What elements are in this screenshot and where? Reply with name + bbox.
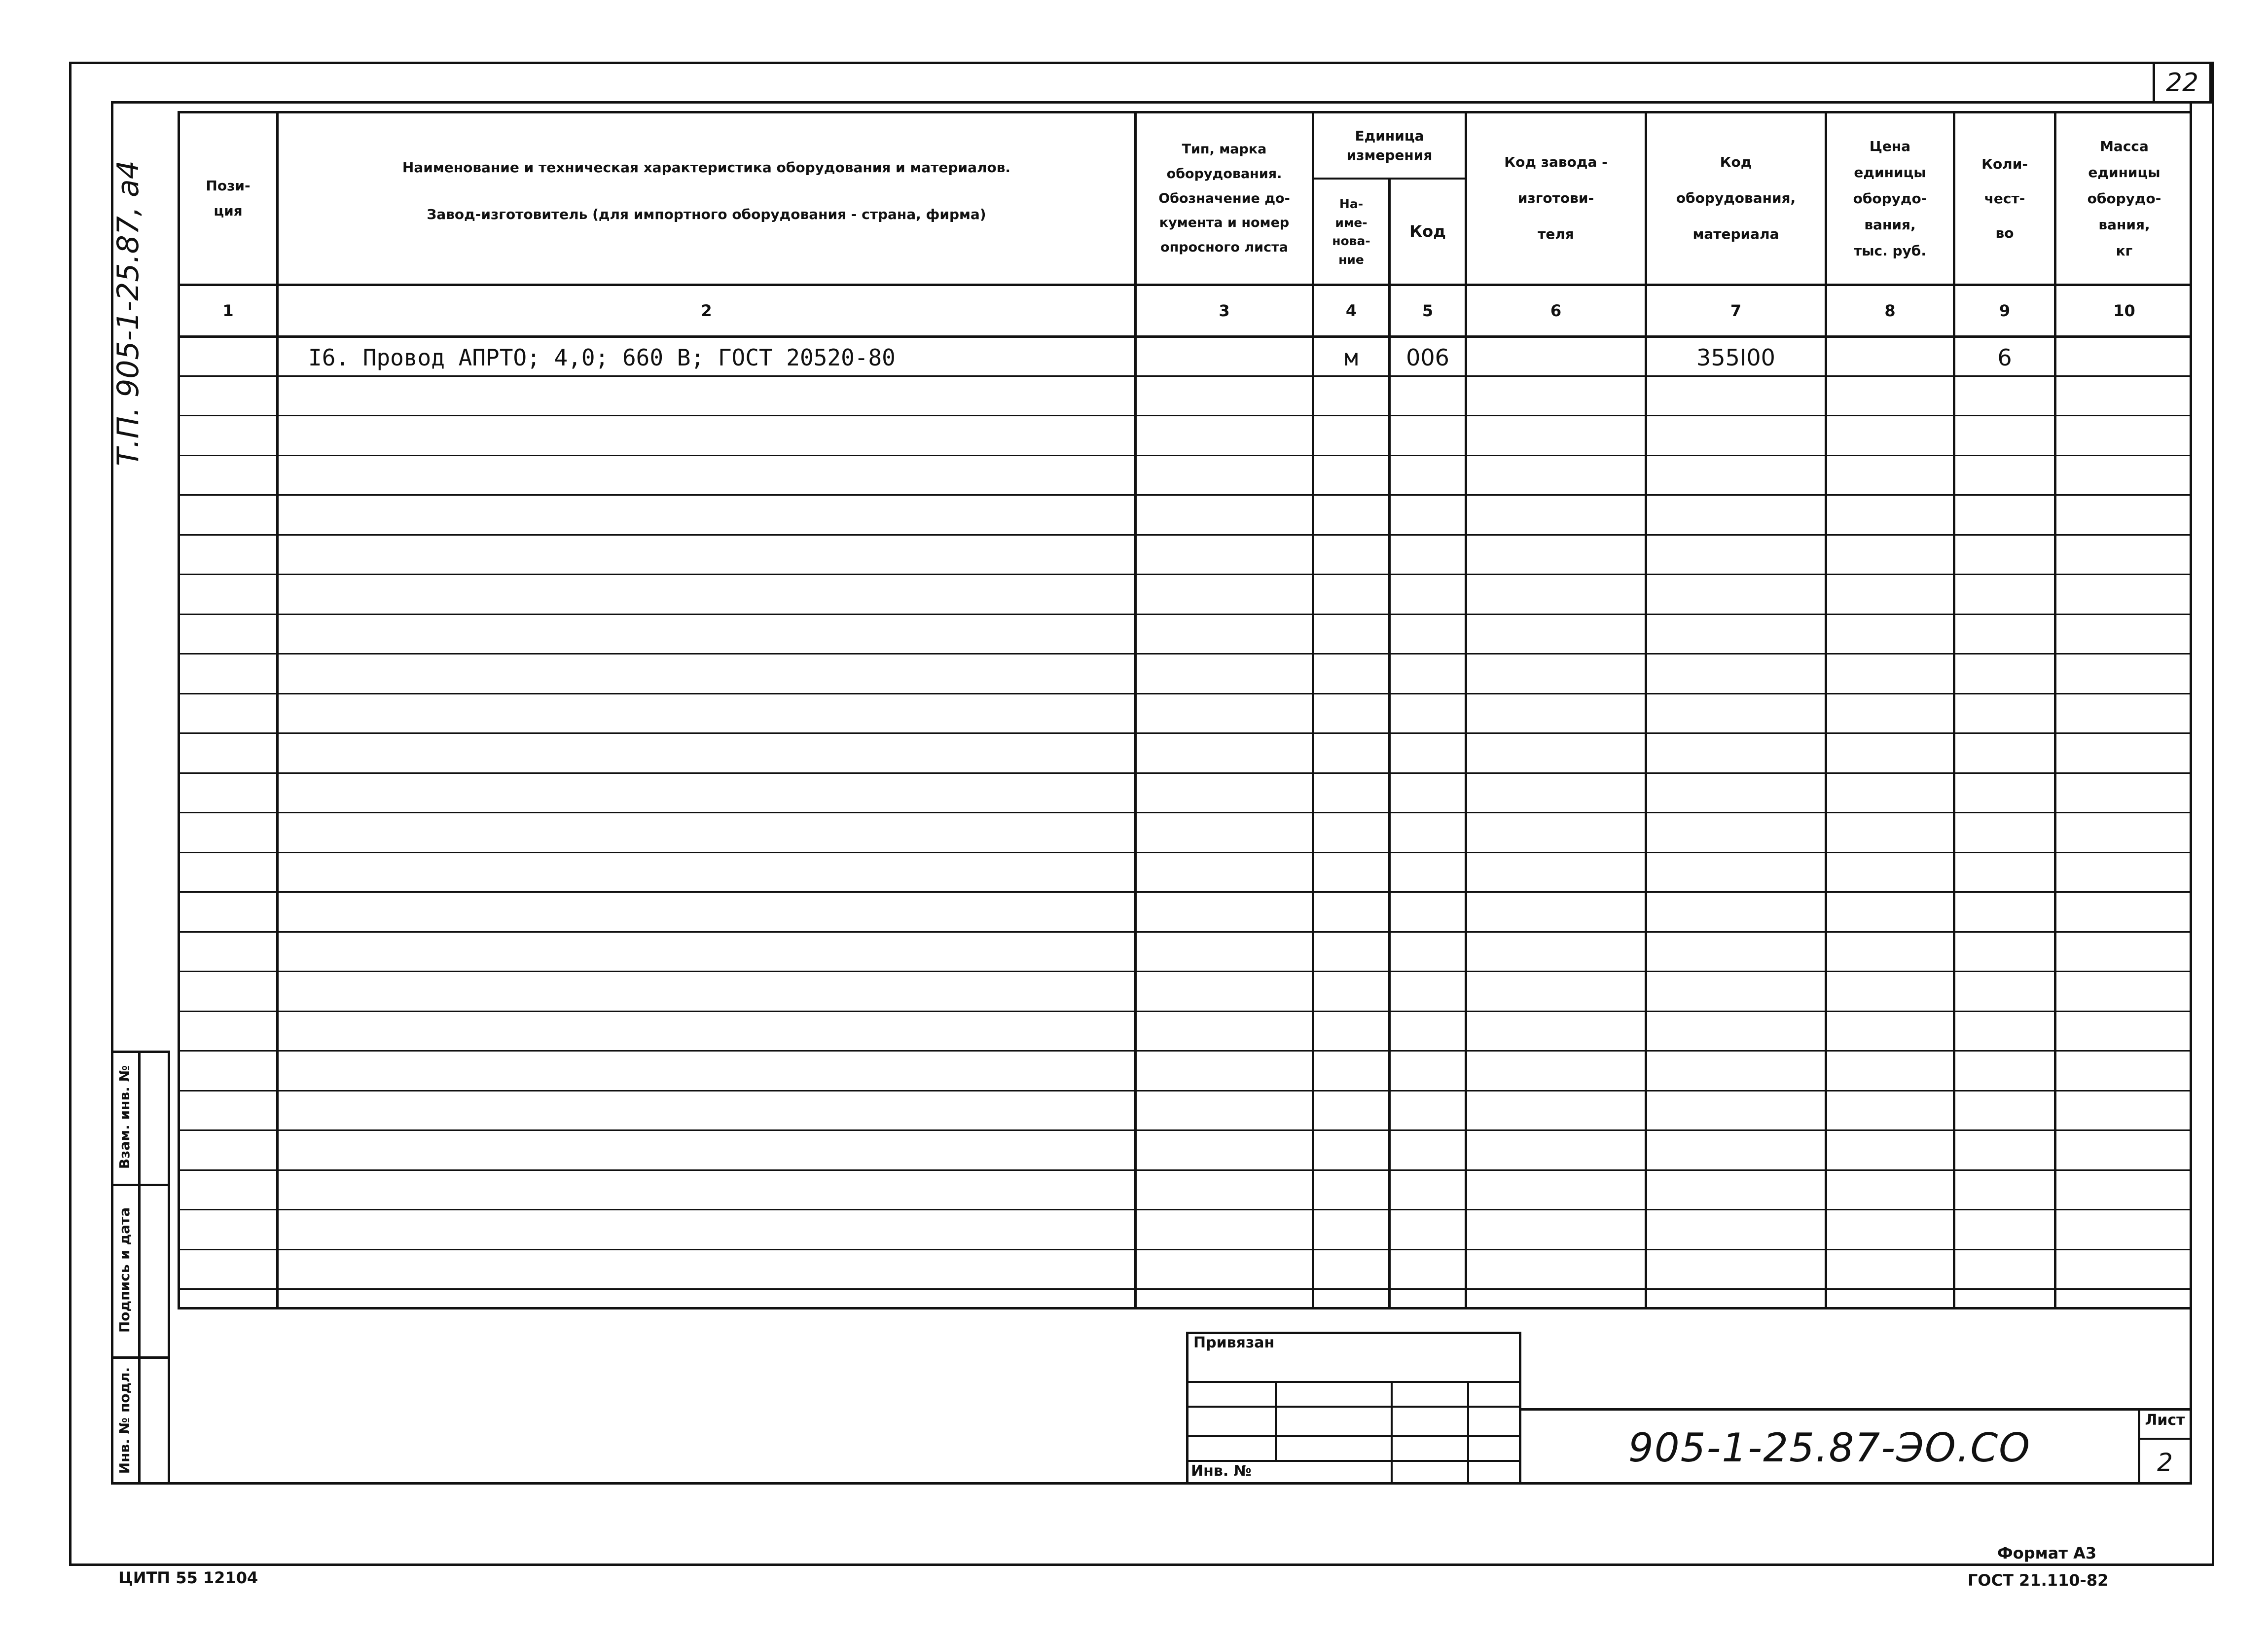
cell-unit-code: 006 xyxy=(1406,344,1449,371)
row-line xyxy=(178,971,2192,972)
list-number: 2 xyxy=(2157,1448,2173,1477)
colnum-7: 7 xyxy=(1730,301,1742,320)
row-line xyxy=(178,494,2192,496)
header-equipment-code: Код оборудования, материала xyxy=(1676,154,1796,242)
row-line xyxy=(178,375,2192,377)
cell-name: I6. Провод АПРТО; 4,0; 660 В; ГОСТ 20520-80 xyxy=(308,344,896,371)
document-designation: 905-1-25.87-ЭО.СО xyxy=(1628,1424,2031,1471)
header-factory-code: Код завода - изготови- теля xyxy=(1504,154,1608,242)
row-line xyxy=(178,852,2192,853)
cell-unit-name: м xyxy=(1344,344,1358,371)
row-line xyxy=(178,1249,2192,1250)
title-line xyxy=(1186,1406,1521,1408)
cell-factory-code xyxy=(1467,338,1645,377)
header-unit-code: Код xyxy=(1409,222,1446,241)
cell-quantity: 6 xyxy=(1997,344,2012,371)
cell-type xyxy=(1137,338,1312,377)
title-line xyxy=(1275,1381,1277,1460)
inv-no-label: Инв. № xyxy=(1191,1462,1252,1480)
row-line xyxy=(178,1169,2192,1171)
list-label: Лист xyxy=(2145,1412,2185,1429)
colnum-4: 4 xyxy=(1345,301,1357,320)
colnum-2: 2 xyxy=(701,301,712,320)
colnum-9: 9 xyxy=(1999,301,2011,320)
title-line xyxy=(1521,1408,2192,1411)
colnum-10: 10 xyxy=(2113,301,2135,320)
stamp-inv-podl: Инв. № подл. xyxy=(116,1367,133,1474)
row-line xyxy=(178,772,2192,774)
title-line xyxy=(1467,1381,1469,1485)
privyazan-label: Привязан xyxy=(1193,1334,1275,1351)
row-line xyxy=(178,1090,2192,1091)
row-line xyxy=(178,455,2192,456)
title-line xyxy=(2138,1438,2192,1440)
row-line xyxy=(178,1209,2192,1210)
row-line xyxy=(178,693,2192,694)
row-line xyxy=(178,931,2192,933)
header-unit-group: Единица измерения xyxy=(1346,127,1433,163)
cell-equipment-code: 355I00 xyxy=(1696,344,1775,371)
project-code: Т.П. 905-1-25.87, а4 xyxy=(111,160,145,466)
row-line xyxy=(178,812,2192,813)
row-line xyxy=(178,1288,2192,1290)
row-line xyxy=(178,415,2192,416)
side-stamp-divider xyxy=(138,1051,141,1485)
cell-mass xyxy=(2056,338,2192,377)
colnum-8: 8 xyxy=(1884,301,1896,320)
row-line xyxy=(178,1129,2192,1131)
row-line xyxy=(178,732,2192,734)
header-mass: Масса единицы оборудо- вания, кг xyxy=(2087,138,2161,259)
row-line xyxy=(178,653,2192,654)
row-line xyxy=(178,891,2192,893)
header-name-line2: Завод-изготовитель (для импортного оборудования - страна, фирма) xyxy=(427,206,986,222)
title-line xyxy=(1186,1460,1521,1462)
unit-group-divider xyxy=(1312,178,1465,180)
footer-gost: ГОСТ 21.110-82 xyxy=(1968,1571,2109,1590)
header-price: Цена единицы оборудо- вания, тыс. руб. xyxy=(1853,138,1927,259)
colnum-6: 6 xyxy=(1550,301,1562,320)
colnum-1: 1 xyxy=(222,301,234,320)
header-position: Пози- ция xyxy=(206,178,251,219)
title-line xyxy=(1186,1435,1521,1437)
row-line xyxy=(178,614,2192,615)
title-line xyxy=(1391,1381,1393,1485)
row-line xyxy=(178,1011,2192,1012)
cell-position xyxy=(180,338,276,377)
sheet-number: 22 xyxy=(2165,68,2199,98)
header-name-line1: Наименование и техническая характеристика оборудования и материалов. xyxy=(402,159,1011,176)
stamp-podpis: Подпись и дата xyxy=(116,1207,133,1333)
row-line xyxy=(178,574,2192,575)
colnum-5: 5 xyxy=(1422,301,1434,320)
header-unit-name: На- име- нова- ние xyxy=(1332,197,1370,267)
header-type: Тип, марка оборудования. Обозначение до- кумента и номер опросного листа xyxy=(1158,141,1290,255)
title-line xyxy=(1186,1381,1521,1383)
footer-format: Формат А3 xyxy=(1997,1544,2097,1563)
stamp-vzam: Взам. инв. № xyxy=(116,1065,133,1169)
cell-price xyxy=(1827,338,1953,377)
colnum-3: 3 xyxy=(1219,301,1230,320)
row-line xyxy=(178,1050,2192,1052)
footer-left: ЦИТП 55 12104 xyxy=(118,1568,258,1587)
header-quantity: Коли- чест- во xyxy=(1981,155,2028,241)
row-line xyxy=(178,534,2192,536)
